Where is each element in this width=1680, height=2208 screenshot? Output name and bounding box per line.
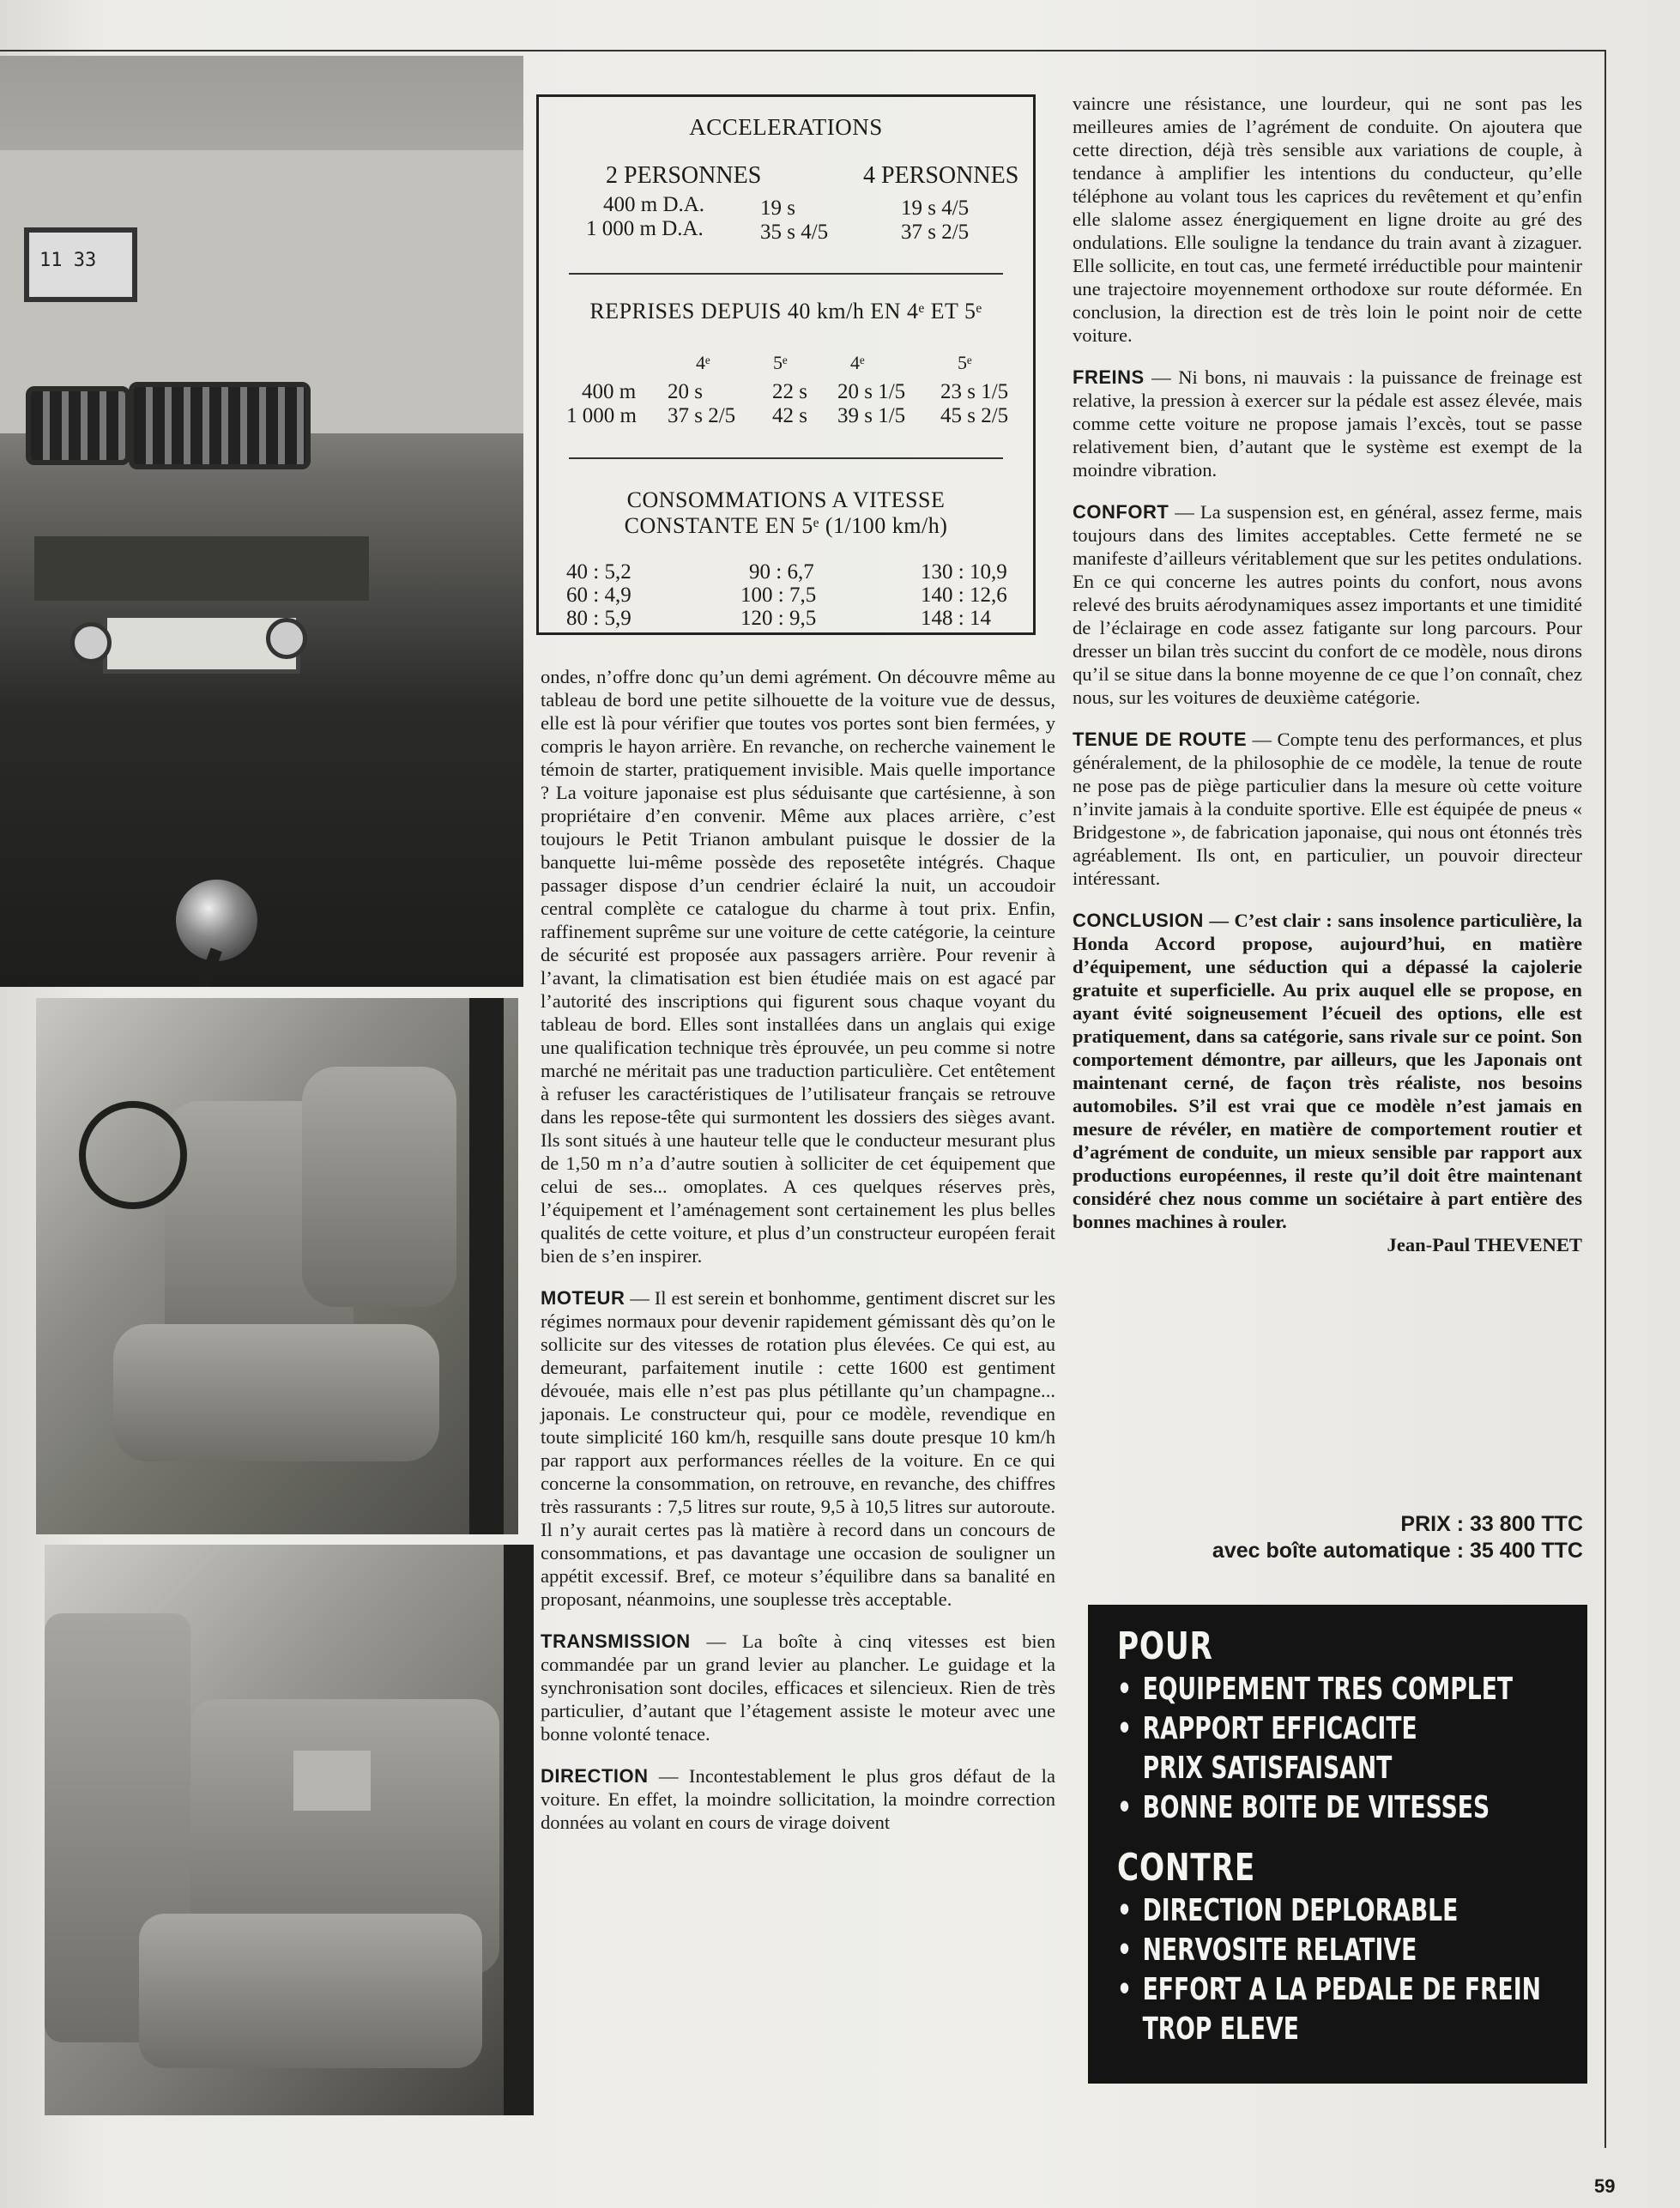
article-paragraph: vaincre une résistance, une lourdeur, qui ne sont pas les meilleures amies de l’agrément de conduite. On ajoutera que cette direction, déjà très sensible aux variations de couple, à tendance à amplifier les intentions du conducteur, qu’elle téléphone au volant tous les caprices du revêtement et qu’enfin elle slalome assez énergiquement en ligne droite au gré des ondulations. Elle souligne la tendance du train avant à zizaguer. Elle sollicite, en tout cas, une fermeté irréductible pour maintenir une trajectoire moyennement orthodoxe sur route déformée. En conclusion, la direction est de très loin le point noir de cette voiture.: [1073, 93, 1582, 346]
pour-item-continued: PRIX SATISFAISANT: [1142, 1751, 1393, 1786]
pour-heading: POUR: [1117, 1624, 1213, 1668]
air-vent-center: [129, 382, 311, 469]
rear-seats-photo: [45, 1545, 534, 2115]
contre-heading: CONTRE: [1117, 1846, 1256, 1890]
spec-divider: [569, 457, 1003, 459]
bullet-icon: •: [1117, 1790, 1133, 1825]
section-heading: CONCLUSION: [1073, 910, 1204, 931]
section-text: — Ni bons, ni mauvais : la puissance de freinage est relative, la pression à exercer sur la pédale est assez élevée, mais comme cette voiture ne propose jamais l’excès, tout se passe relativement bien, d’autant que le système est exempt de la moindre vibration.: [1073, 366, 1582, 481]
freins-section: [1073, 366, 1582, 481]
article-column-right: [1073, 92, 1582, 1256]
radio-knob-right: [266, 618, 307, 659]
reprises-row-label: 1 000 m: [566, 404, 637, 427]
accel-row-p2: 19 s: [760, 197, 795, 220]
conso-title-line2: CONSTANTE EN 5ᵉ (1/100 km/h): [624, 513, 948, 538]
section-heading: FREINS: [1073, 366, 1145, 388]
reprises-title: REPRISES DEPUIS 40 km/h EN 4ᵉ ET 5ᵉ: [589, 299, 982, 324]
conso-value: 120 : 9,5: [740, 607, 817, 630]
bullet-icon: •: [1117, 1672, 1133, 1707]
pour-item: • EQUIPEMENT TRES COMPLET: [1117, 1670, 1443, 1709]
four-persons-header: 4 PERSONNES: [863, 162, 1019, 189]
conso-value: 130 : 10,9: [921, 560, 1007, 584]
verdict-box: [1088, 1605, 1587, 2084]
conso-value: 140 : 12,6: [921, 584, 1007, 607]
conclusion-section: [1073, 909, 1582, 1233]
confort-section: [1073, 500, 1582, 709]
reprises-value: 45 s 2/5: [940, 404, 1009, 427]
door-frame: [469, 998, 504, 1534]
section-heading: CONFORT: [1073, 501, 1169, 523]
tenue-section: [1073, 728, 1582, 890]
reprises-header: 4ᵉ: [696, 352, 710, 373]
section-text: — La boîte à cinq vitesses est bien commandée par un grand levier au plancher. Le guidage et la synchronisation sont dociles, efficaces et silencieux. Rien de très particulier, d’autant que l’étagement assiste le moteur avec une bonne volonté tenace.: [541, 1630, 1055, 1745]
section-text: — Compte tenu des performances, et plus généralement, de la philosophie de ce modèle, la tenue de route ne pose pas de piège particulier dans la mesure où cette voiture n’invite jamais à la conduite sportive. Elle est équipée de pneus « Bridgestone », de fabrication japonaise, qui nous ont étonnés très agréablement. Ils ont, en particulier, un pouvoir directeur intéressant.: [1073, 729, 1582, 889]
accel-title: ACCELERATIONS: [689, 114, 883, 140]
reprises-header: 5ᵉ: [773, 352, 788, 373]
reprises-value: 23 s 1/5: [940, 380, 1009, 403]
contre-item: • EFFORT A LA PEDALE DE FREIN: [1117, 1970, 1443, 2010]
reprises-header: 4ᵉ: [850, 352, 865, 373]
section-heading: TRANSMISSION: [541, 1630, 691, 1652]
transmission-section: [541, 1630, 1055, 1745]
conso-value: 60 : 4,9: [566, 584, 632, 607]
direction-section: [541, 1764, 1055, 1834]
reprises-row-label: 400 m: [582, 380, 637, 403]
accel-row-p2: 35 s 4/5: [760, 221, 829, 244]
contre-item: • DIRECTION DEPLORABLE: [1117, 1891, 1443, 1931]
section-heading: MOTEUR: [541, 1287, 625, 1309]
spec-table: [536, 94, 1036, 635]
rear-seat-backrest: [302, 1067, 456, 1307]
section-heading: DIRECTION: [541, 1765, 649, 1787]
reprises-header: 5ᵉ: [958, 352, 972, 373]
rear-bench-cushion: [139, 1914, 482, 2068]
moteur-section: [541, 1286, 1055, 1611]
conso-value: 148 : 14: [921, 607, 991, 630]
section-heading: TENUE DE ROUTE: [1073, 729, 1247, 750]
accel-row-label: 400 m D.A.: [603, 193, 705, 216]
center-armrest: [293, 1751, 371, 1811]
reprises-value: 20 s: [668, 380, 703, 403]
frame-top-rule: [0, 50, 1606, 51]
pour-item: • RAPPORT EFFICACITE: [1117, 1709, 1443, 1749]
conso-value: 80 : 5,9: [566, 607, 632, 630]
dashboard-clock: [24, 227, 137, 302]
section-text: — La suspension est, en général, assez ferme, mais toujours dans des limites acceptables. Cette fermeté ne se manifeste d’ailleurs véritablement que sur les petites ondulations. En ce qui concerne les autres points du confort, nous avons relevé des bruits aérodynamiques assez importants et une timidité de l’éclairage en code assez fatigante sur long parcours. Pour dresser un bilan très succint du confort de ce modèle, nous dirons qu’il se situe dans la bonne moyenne de ce que l’on connaît, chez nous, sur les voitures de deuxième catégorie.: [1073, 501, 1582, 708]
dashboard-photo: [0, 56, 523, 987]
bullet-icon: •: [1117, 1893, 1133, 1928]
conso-value: 100 : 7,5: [740, 584, 817, 607]
gear-shifter: [176, 880, 257, 961]
radio-knob-left: [70, 622, 112, 663]
accel-row-p4: 37 s 2/5: [901, 221, 970, 244]
reprises-value: 42 s: [772, 404, 807, 427]
page-number: 59: [1594, 2175, 1616, 2197]
conso-value: 40 : 5,2: [566, 560, 632, 584]
spec-divider: [569, 273, 1003, 275]
bullet-icon: •: [1117, 1972, 1133, 2007]
clock-display: 11 33: [39, 250, 97, 271]
article-column-middle: [541, 665, 1055, 1834]
bullet-icon: •: [1117, 1933, 1133, 1968]
bullet-icon: •: [1117, 1711, 1133, 1746]
front-seats-photo: [36, 998, 518, 1534]
contre-item: • NERVOSITE RELATIVE: [1117, 1931, 1443, 1970]
reprises-value: 37 s 2/5: [668, 404, 736, 427]
price-line: PRIX : 33 800 TTC: [1400, 1512, 1583, 1536]
front-seat-cushion: [113, 1324, 439, 1461]
accel-row-p4: 19 s 4/5: [901, 197, 970, 220]
two-persons-header: 2 PERSONNES: [606, 162, 762, 189]
conso-value: 90 : 6,7: [749, 560, 814, 584]
climate-panel: [34, 536, 369, 601]
rear-door-frame: [504, 1545, 534, 2115]
reprises-value: 20 s 1/5: [837, 380, 906, 403]
conso-title-line1: CONSOMMATIONS A VITESSE: [626, 487, 946, 512]
section-text: — Il est serein et bonhomme, gentiment discret sur les régimes normaux pour devenir rapidement gémissant dès qu’on le sollicite sur des vitesses de rotation plus élevées. Ce qui est, au demeurant, parfaitement inutile : cette 1600 est gentiment dévouée, mais elle n’est pas plus pétillante qu’un champagne... japonais. Le constructeur qui, pour ce modèle, revendique en toute simplicité 160 km/h, resquille sans doute presque 10 km/h par rapport aux performances réelles de la voiture. En ce qui concerne la consommation, on retrouve, en revanche, des chiffres très rassurants : 7,5 litres sur route, 9,5 à 10,5 litres sur autoroute. Il n’y aurait certes pas là matière à record dans un concours de consommations, et pas davantage une occasion de souligner un appétit excessif. Bref, ce moteur s’équilibre dans sa banalité en proposant, néanmoins, une souplesse très acceptable.: [541, 1287, 1055, 1610]
pour-item: • BONNE BOITE DE VITESSES: [1117, 1788, 1443, 1828]
steering-wheel: [79, 1101, 187, 1209]
price-automatic-line: avec boîte automatique : 35 400 TTC: [1212, 1539, 1583, 1563]
frame-right-rule: [1604, 50, 1606, 2148]
article-paragraph: ondes, n’offre donc qu’un demi agrément. On découvre même au tableau de bord une petite silhouette de la voiture vue de dessus, elle est là pour vérifier que toutes vos portes sont bien fermées, y compris le hayon arrière. En revanche, on recherche vainement le témoin de starter, pratiquement invisible. Mais quelle importance ? La voiture japonaise est plus séduisante que cartésienne, à son propriétaire d’en convenir. Même aux places arrière, c’est toujours le Petit Trianon ambulant puisque le dossier de la banquette lui-même possède des reposetête intégrés. Chaque passager dispose d’un cendrier éclairé la nuit, un accoudoir central complète ce catalogue du charme à tout prix. Enfin, raffinement suprême sur une voiture de cette catégorie, la ceinture de sécurité est proposée aux passagers arrière. Pour revenir à l’avant, la climatisation est bien étudiée mais on est agacé par l’autorité des inscriptions qui figurent sous chaque voyant du tableau de bord. Elles sont installées dans un anglais qui exige une qualification technique très éprouvée, un peu comme si notre marché ne méritait pas une traduction particulière. Cet entêtement à refuser les caractéristiques de l’utilisateur français se retrouve dans les repose-tête qui surmontent les dossiers des sièges avant. Ils sont situés à une hauteur telle que le conducteur mesurant plus de 1,50 m n’a d’autre soutien à solliciter de cet équipement que celui de ses... omoplates. A ces quelques réserves près, l’équipement et l’aménagement sont certainement les plus belles qualités de cette voiture, et plus d’un constructeur européen ferait bien de s’en inspirer.: [541, 666, 1055, 1267]
accel-row-label: 1 000 m D.A.: [586, 217, 704, 240]
section-text: — Incontestablement le plus gros défaut de la voiture. En effet, la moindre sollicitation, la moindre correction données au volant en cours de virage doivent: [541, 1765, 1055, 1833]
contre-item-continued: TROP ELEVE: [1142, 2011, 1299, 2047]
reprises-value: 39 s 1/5: [837, 404, 906, 427]
section-text: — C’est clair : sans insolence particulière, la Honda Accord propose, aujourd’hui, en matière d’équipement, une séduction qui a dépassé la cajolerie gratuite et superficielle. Au prix auquel elle se propose, en ayant évité soigneusement l’écueil des options, elle est pratiquement, dans sa catégorie, sans rivale sur ce point. Son comportement démontre, par ailleurs, que les Japonais ont maintenant cerné, de façon très réaliste, nos besoins automobiles. S’il est vrai que ce modèle n’est jamais en mesure de révéler, en matière de comportement routier et d’agrément de conduite, un mieux sensible par rapport aux productions européennes, il reste qu’il doit être maintenant considéré chez nous comme un sociétaire à part entière des bonnes machines à rouler.: [1073, 910, 1582, 1232]
air-vent-left: [26, 386, 130, 465]
reprises-value: 22 s: [772, 380, 807, 403]
author-signature: Jean-Paul THEVENET: [1387, 1234, 1582, 1255]
